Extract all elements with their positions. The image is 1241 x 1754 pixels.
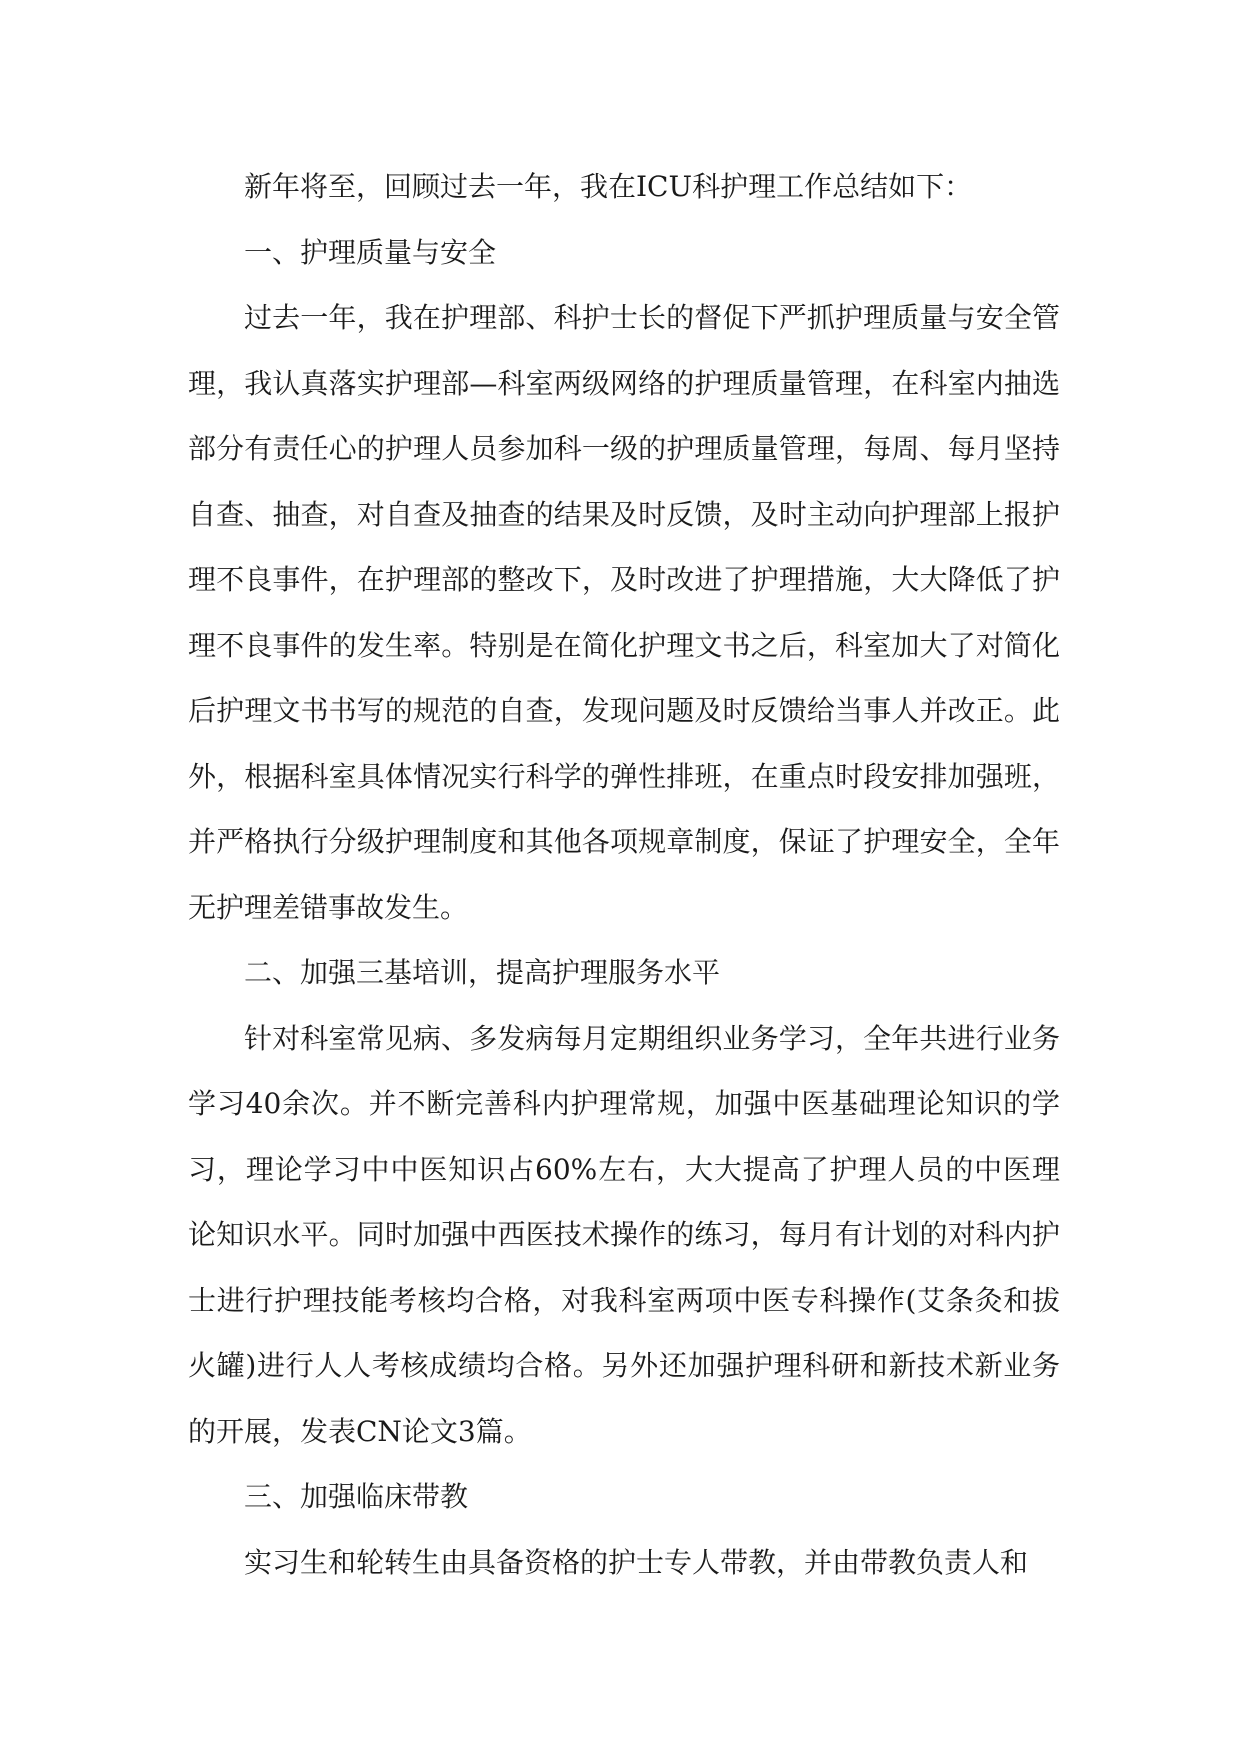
- section-heading-training: 二、加强三基培训，提高护理服务水平: [244, 956, 721, 989]
- intro-paragraph: 新年将至，回顾过去一年，我在ICU科护理工作总结如下：: [244, 170, 973, 203]
- document-body: [188, 154, 1060, 1595]
- section-heading-quality-safety: 一、护理质量与安全: [244, 235, 497, 269]
- section-body-training: 针对科室常见病、多发病每月定期组织业务学习，全年共进行业务学习40余次。并不断完善科内护理常规，加强中医基础理论知识的学习，理论学习中中医知识占60%左右，大大提高了护理人员的中医理论知识水平。同时加强中西医技术操作的练习，每月有计划的对科内护士进行护理技能考核均合格，对我科室两项中医专科操作(艾条灸和拔火罐)进行人人考核成绩均合格。另外还加强护理科研和新技术新业务的开展，发表CN论文3篇。: [188, 1021, 1060, 1448]
- section-body-quality-safety: 过去一年，我在护理部、科护士长的督促下严抓护理质量与安全管理，我认真落实护理部—科室两级网络的护理质量管理，在科室内抽选部分有责任心的护理人员参加科一级的护理质量管理，每周、每月坚持自查、抽查，对自查及抽查的结果及时反馈，及时主动向护理部上报护理不良事件，在护理部的整改下，及时改进了护理措施，大大降低了护理不良事件的发生率。特别是在简化护理文书之后，科室加大了对简化后护理文书书写的规范的自查，发现问题及时反馈给当事人并改正。此外，根据科室具体情况实行科学的弹性排班，在重点时段安排加强班，并严格执行分级护理制度和其他各项规章制度，保证了护理安全，全年无护理差错事故发生。: [188, 301, 1060, 924]
- section-heading-clinical-teaching: 三、加强临床带教: [244, 1480, 469, 1513]
- section-body-clinical-teaching: 实习生和轮转生由具备资格的护士专人带教，并由带教负责人和: [244, 1545, 1029, 1579]
